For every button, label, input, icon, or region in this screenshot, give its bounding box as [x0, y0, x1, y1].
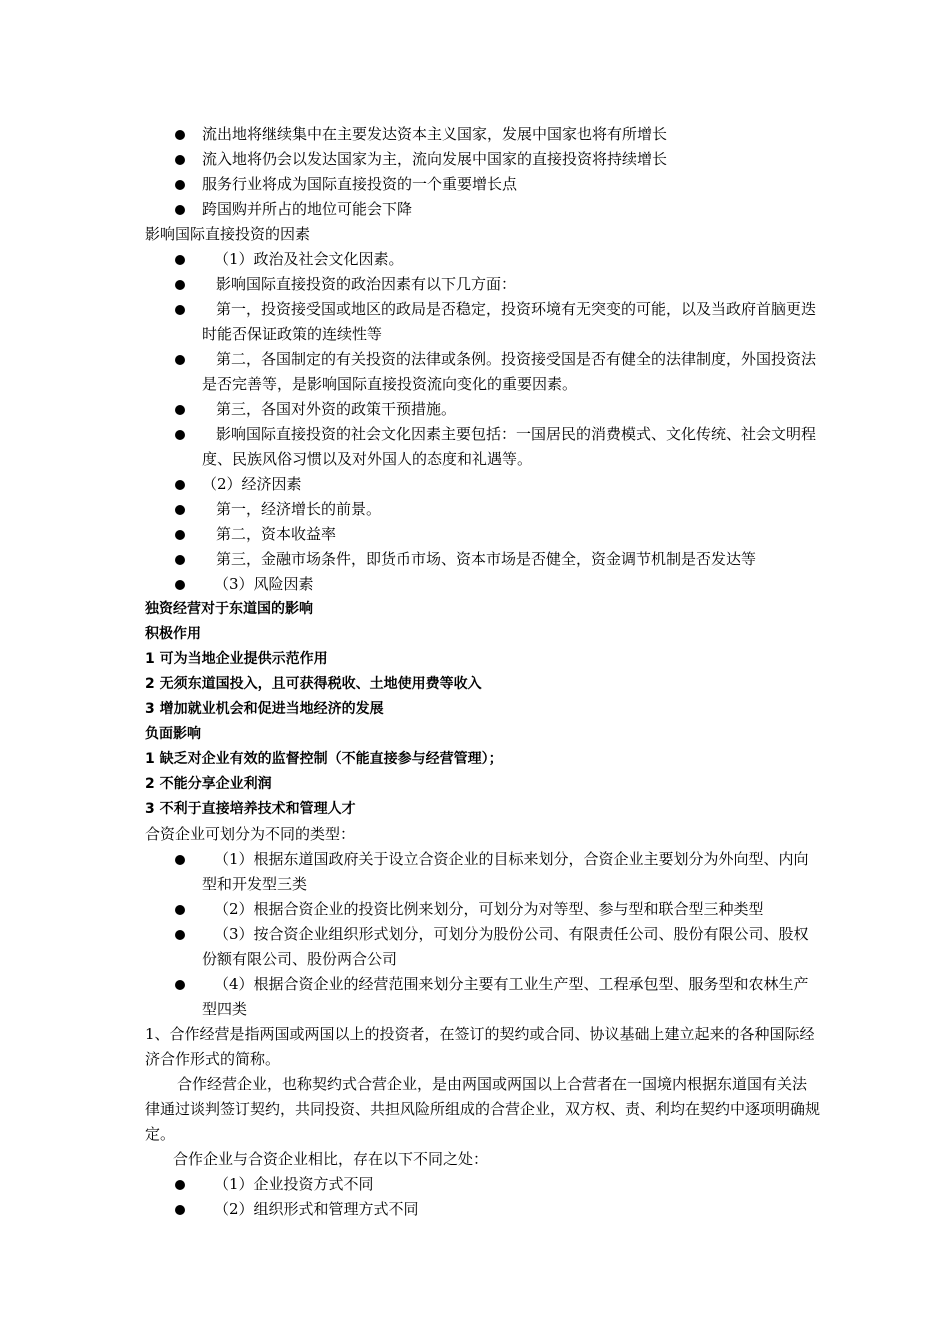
- paragraph: 1、合作经营是指两国或两国以上的投资者，在签订的契约或合同、协议基础上建立起来的各种国际经济合作形式的简称。: [145, 1025, 815, 1068]
- document-body: [145, 122, 820, 1222]
- bullet-icon: [175, 405, 185, 415]
- bullet-icon: [175, 1205, 185, 1215]
- bullet-icon: [175, 180, 185, 190]
- list-item: （1）政治及社会文化因素。: [145, 247, 820, 272]
- list-item: （2）根据合资企业的投资比例来划分，可划分为对等型、参与型和联合型三种类型: [145, 897, 820, 922]
- list-item: （2）经济因素: [145, 472, 820, 497]
- bold-line: 2 不能分享企业利润: [145, 776, 272, 792]
- bold-heading: 积极作用: [145, 626, 201, 642]
- section-heading: 影响国际直接投资的因素: [145, 225, 311, 243]
- bullet-icon: [175, 255, 185, 265]
- paragraph: 合作企业与合资企业相比，存在以下不同之处：: [173, 1150, 489, 1168]
- bullet-icon: [175, 980, 185, 990]
- list-item: 服务行业将成为国际直接投资的一个重要增长点: [145, 172, 820, 197]
- list-item: （1）根据东道国政府关于设立合资企业的目标来划分，合资企业主要划分为外向型、内向型和开发型三类: [145, 847, 820, 897]
- list-item: 影响国际直接投资的政治因素有以下几方面：: [145, 272, 820, 297]
- bullet-icon: [175, 305, 185, 315]
- bullet-icon: [175, 505, 185, 515]
- bullet-icon: [175, 555, 185, 565]
- bullet-icon: [175, 155, 185, 165]
- bullet-icon: [175, 930, 185, 940]
- list-item: （3）风险因素: [145, 572, 820, 597]
- bullet-icon: [175, 280, 185, 290]
- bold-line: 1 可为当地企业提供示范作用: [145, 651, 328, 667]
- list-item: 第一，经济增长的前景。: [145, 497, 820, 522]
- bullet-icon: [175, 1180, 185, 1190]
- bullet-icon: [175, 355, 185, 365]
- list-item: 第二，资本收益率: [145, 522, 820, 547]
- bold-line: 3 增加就业机会和促进当地经济的发展: [145, 701, 384, 717]
- bullet-icon: [175, 205, 185, 215]
- bullet-icon: [175, 855, 185, 865]
- list-item: （3）按合资企业组织形式划分，可划分为股份公司、有限责任公司、股份有限公司、股权份额有限公司、股份两合公司: [145, 922, 820, 972]
- bold-line: 2 无须东道国投入，且可获得税收、土地使用费等收入: [145, 676, 482, 692]
- list-item: 第三，金融市场条件，即货币市场、资本市场是否健全，资金调节机制是否发达等: [145, 547, 820, 572]
- list-item: 影响国际直接投资的社会文化因素主要包括：一国居民的消费模式、文化传统、社会文明程度、民族风俗习惯以及对外国人的态度和礼遇等。: [145, 422, 820, 472]
- list-item: 第一，投资接受国或地区的政局是否稳定，投资环境有无突变的可能，以及当政府首脑更迭时能否保证政策的连续性等: [145, 297, 820, 347]
- bullet-icon: [175, 430, 185, 440]
- list-item: 第三，各国对外资的政策干预措施。: [145, 397, 820, 422]
- bold-line: 1 缺乏对企业有效的监督控制（不能直接参与经营管理）；: [145, 751, 503, 767]
- list-item: （2）组织形式和管理方式不同: [145, 1197, 820, 1222]
- bullet-icon: [175, 480, 185, 490]
- list-item: 流出地将继续集中在主要发达资本主义国家，发展中国家也将有所增长: [145, 122, 820, 147]
- list-item: 流入地将仍会以发达国家为主，流向发展中国家的直接投资将持续增长: [145, 147, 820, 172]
- bold-heading: 负面影响: [145, 726, 201, 742]
- list-item: 第二，各国制定的有关投资的法律或条例。投资接受国是否有健全的法律制度，外国投资法是否完善等，是影响国际直接投资流向变化的重要因素。: [145, 347, 820, 397]
- list-item: （4）根据合资企业的经营范围来划分主要有工业生产型、工程承包型、服务型和农林生产型四类: [145, 972, 820, 1022]
- list-item: （1）企业投资方式不同: [145, 1172, 820, 1197]
- bold-line: 3 不利于直接培养技术和管理人才: [145, 801, 356, 817]
- section-heading: 合资企业可划分为不同的类型：: [145, 825, 356, 843]
- bullet-icon: [175, 580, 185, 590]
- bullet-icon: [175, 905, 185, 915]
- bullet-icon: [175, 530, 185, 540]
- list-item: 跨国购并所占的地位可能会下降: [145, 197, 820, 222]
- paragraph: 合作经营企业，也称契约式合营企业，是由两国或两国以上合营者在一国境内根据东道国有关法律通过谈判签订契约，共同投资、共担风险所组成的合营企业，双方权、责、利均在契约中逐项明确规定。: [145, 1075, 821, 1143]
- bullet-icon: [175, 130, 185, 140]
- bold-heading: 独资经营对于东道国的影响: [145, 601, 313, 617]
